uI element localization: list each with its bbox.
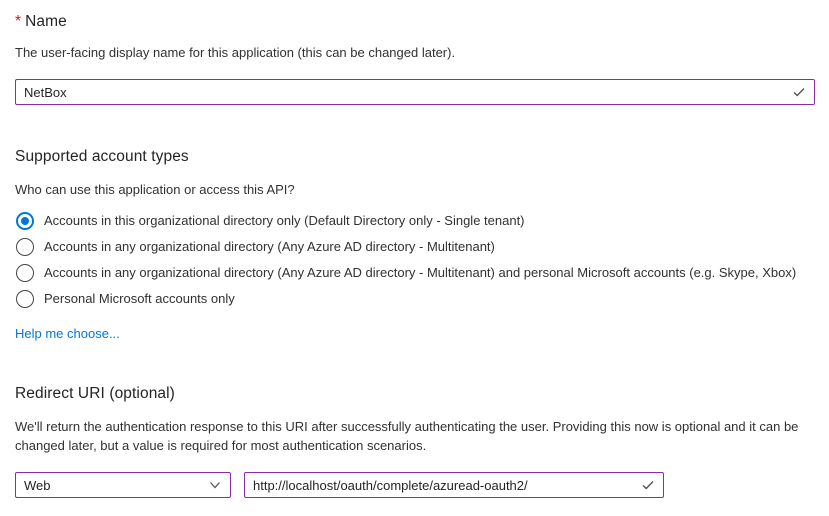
redirect-uri-input[interactable] [245,473,663,497]
radio-button-icon[interactable] [16,238,34,256]
chevron-down-icon [208,478,222,492]
radio-button-icon[interactable] [16,212,34,230]
radio-option-multitenant[interactable] [15,234,815,260]
radio-option-label: Accounts in this organizational directory only (Default Directory only - Single tenant) [44,213,525,228]
account-types-radio-group [15,208,815,312]
name-input-wrapper [15,79,815,105]
radio-option-label: Accounts in any organizational directory (Any Azure AD directory - Multitenant) [44,239,495,254]
redirect-uri-row [15,472,815,498]
radio-button-icon[interactable] [16,264,34,282]
redirect-uri-section [15,384,815,498]
radio-option-personal-only[interactable] [15,286,815,312]
redirect-uri-description: We'll return the authentication response to this URI after successfully authenticating the user. Providing this now is optional and it can be changed later, but a value is required for most authentication scenarios. [15,419,799,453]
platform-select-dropdown[interactable] [15,472,231,498]
redirect-uri-input-wrapper [244,472,664,498]
radio-option-label: Accounts in any organizational directory (Any Azure AD directory - Multitenant) and personal Microsoft accounts (e.g. Skype, Xbox) [44,265,797,280]
help-me-choose-link[interactable]: Help me choose... [15,326,120,341]
check-icon [791,84,807,100]
name-description: The user-facing display name for this application (this can be changed later). [15,45,456,60]
account-types-question: Who can use this application or access this API? [15,182,295,197]
required-asterisk: * [15,13,22,30]
radio-button-icon[interactable] [16,290,34,308]
platform-select-value: Web [24,477,51,493]
redirect-uri-title: Redirect URI (optional) [15,385,175,402]
check-icon [640,477,656,493]
radio-option-single-tenant[interactable] [15,208,815,234]
supported-account-types-section [15,147,815,343]
supported-account-types-title: Supported account types [15,148,189,165]
name-label [15,12,815,32]
name-label-text: Name [25,13,67,30]
radio-option-label: Personal Microsoft accounts only [44,291,235,306]
radio-option-multitenant-personal[interactable] [15,260,815,286]
name-input[interactable] [16,80,814,104]
name-section [15,12,815,105]
